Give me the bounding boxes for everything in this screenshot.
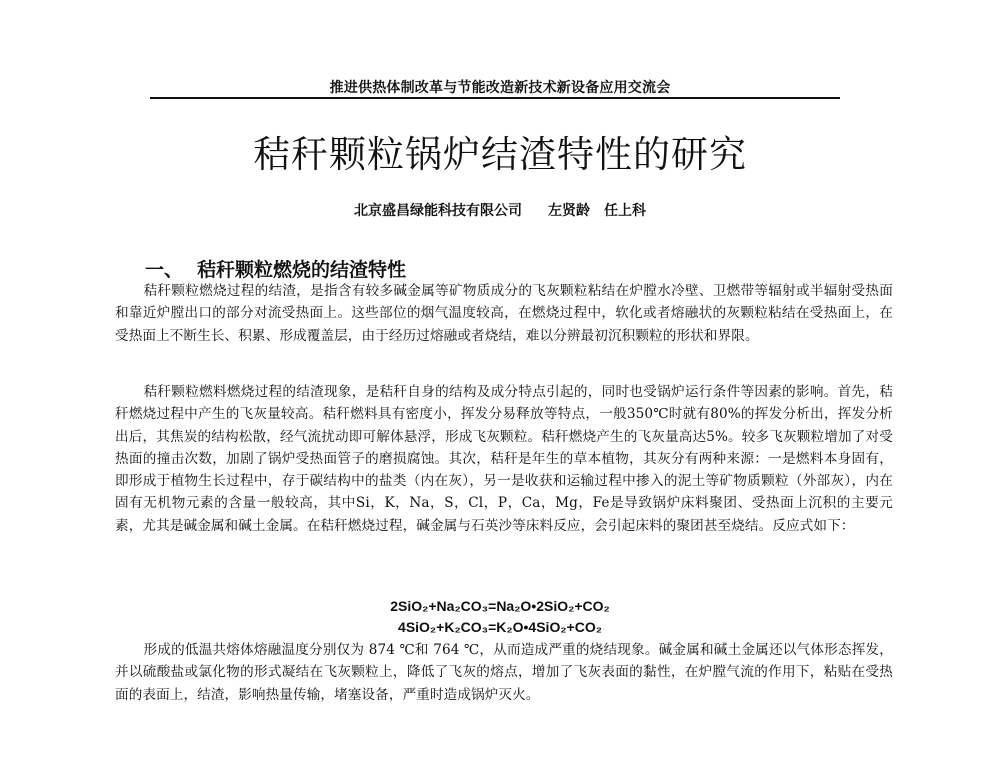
chemical-equation: 4SiO₂+K₂CO₃=K₂O•4SiO₂+CO₂: [398, 619, 602, 635]
body-paragraph: [115, 381, 893, 537]
chemical-equation: 2SiO₂+Na₂CO₃=Na₂O•2SiO₂+CO₂: [390, 598, 610, 614]
author-name: 任上科: [604, 203, 646, 219]
byline: [0, 200, 1000, 220]
header-rule: [150, 97, 840, 99]
body-paragraph: [115, 280, 893, 347]
section-heading: [145, 255, 406, 282]
paragraph-text: 秸秆颗粒燃料燃烧过程的结渣现象，是秸秆自身的结构及成分特点引起的，同时也受锅炉运行条件等因素的影响。首先，秸秆燃烧过程中产生的飞灰量较高。秸秆燃料具有密度小，挥发分易释放等特点，一般350℃时就有80%的挥发分析出，挥发分析出后，其焦炭的结构松散，经气流扰动即可解体悬浮，形成飞灰颗粒。秸秆燃烧产生的飞灰量高达5%。较多飞灰颗粒增加了对受热面的撞击次数，加剧了锅炉受热面管子的磨损腐蚀。其次，秸秆是年生的草本植物，其灰分有两种来源：一是燃料本身固有，即形成于植物生长过程中，存于碳结构中的盐类（内在灰），另一是收获和运输过程中掺入的泥土等矿物质颗粒（外部灰），内在固有无机物元素的含量一般较高，其中Si，K，Na，S，Cl，P，Ca，Mg，Fe是导致锅炉床料聚团、受热面上沉积的主要元素，尤其是碱金属和碱土金属。在秸秆燃烧过程，碱金属与石英沙等床料反应，会引起床料的聚团甚至烧结。反应式如下：: [115, 384, 893, 534]
section-number: 一、: [145, 259, 184, 281]
author-affiliation: 北京盛昌绿能科技有限公司: [354, 203, 522, 219]
paragraph-text: 秸秆颗粒燃烧过程的结渣，是指含有较多碱金属等矿物质成分的飞灰颗粒粘结在炉膛水冷壁、卫燃带等辐射或半辐射受热面和靠近炉膛出口的部分对流受热面上。这些部位的烟气温度较高，在燃烧过程中，软化或者熔融状的灰颗粒粘结在受热面上，在受热面上不断生长、积累、形成覆盖层，由于经历过熔融或者烧结，难以分辨最初沉积颗粒的形状和界限。: [115, 283, 893, 344]
section-title: 秸秆颗粒燃烧的结渣特性: [197, 259, 407, 281]
body-paragraph: [115, 639, 893, 706]
paragraph-text: 形成的低温共熔体熔融温度分别仅为 874 ℃和 764 ℃，从而造成严重的烧结现象。碱金属和碱土金属还以气体形态挥发，并以硫酸盐或氯化物的形式凝结在飞灰颗粒上，降低了飞灰的熔点，增加了飞灰表面的黏性，在炉膛气流的作用下，粘贴在受热面的表面上，结渣，影响热量传输，堵塞设备，严重时造成锅炉灭火。: [115, 642, 893, 703]
author-name: 左贤龄: [548, 203, 590, 219]
running-header: 推进供热体制改革与节能改造新技术新设备应用交流会: [329, 80, 671, 96]
paper-title: 秸秆颗粒锅炉结渣特性的研究: [253, 133, 747, 176]
